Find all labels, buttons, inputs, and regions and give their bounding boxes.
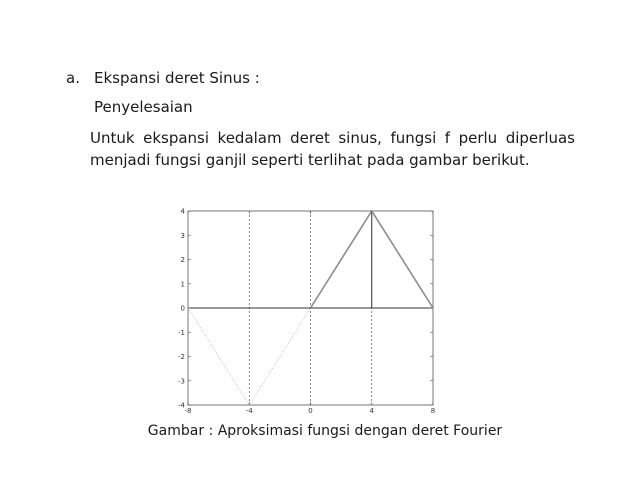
y-tick-label: -3 [178, 377, 185, 386]
figure-caption: Gambar : Aproksimasi fungsi dengan deret Fourier [147, 423, 503, 439]
heading-text: Ekspansi deret Sinus : [94, 69, 260, 87]
y-tick-label: 4 [180, 207, 185, 216]
x-tick-label: -4 [245, 407, 253, 414]
y-tick-label: -1 [178, 328, 185, 337]
y-tick-label: -4 [178, 401, 185, 410]
body-paragraph: Untuk ekspansi kedalam deret sinus, fungsi f perlu diperluas menjadi fungsi ganjil seperti terlihat pada gambar berikut. [90, 129, 575, 169]
x-tick-label: -8 [184, 407, 192, 414]
y-tick-label: 2 [180, 256, 185, 264]
y-tick-label: 0 [180, 304, 185, 313]
x-tick-label: 8 [430, 407, 436, 414]
heading-marker: a. [66, 69, 80, 87]
chart-figure [172, 204, 440, 414]
y-tick-label: -2 [178, 353, 185, 361]
subheading: Penyelesaian [94, 98, 193, 116]
y-tick-label: 3 [180, 231, 185, 240]
function-plot [172, 204, 440, 414]
x-tick-label: 0 [308, 407, 313, 414]
x-tick-label: 4 [369, 407, 374, 414]
section-heading [66, 69, 260, 87]
y-tick-label: 1 [180, 280, 185, 289]
